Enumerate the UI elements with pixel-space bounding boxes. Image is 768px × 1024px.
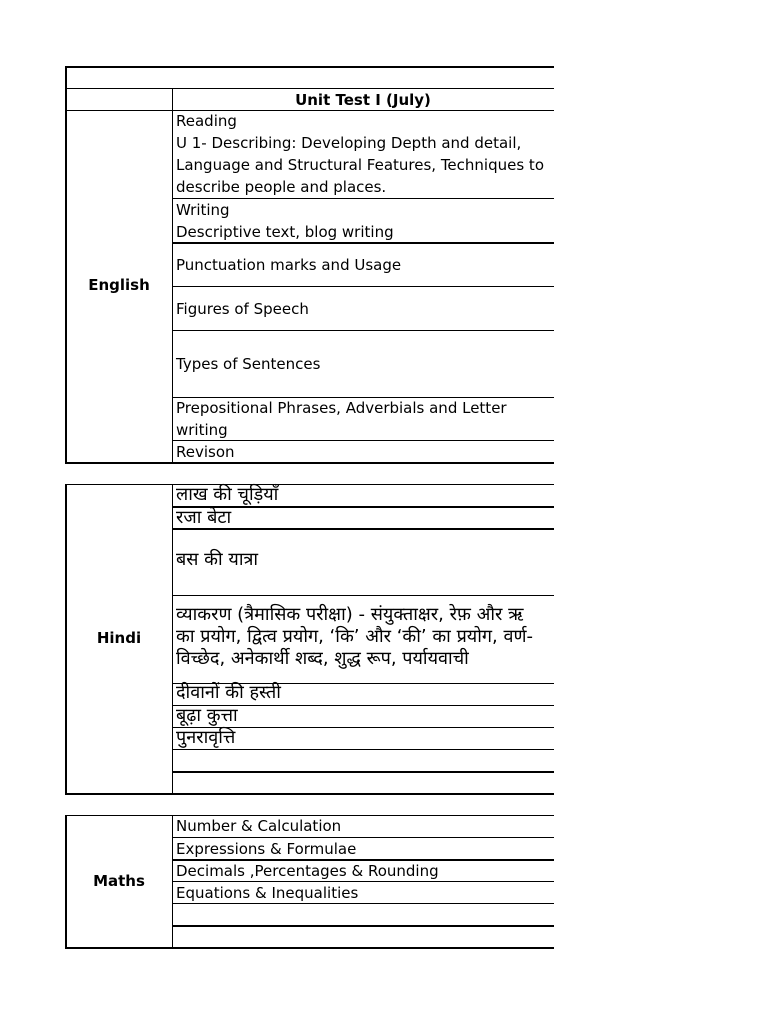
unit-test-header: Unit Test I (July) <box>295 91 431 109</box>
border <box>172 595 554 596</box>
topic-line: Language and Structural Features, Techniques to <box>176 156 544 174</box>
topic-prepositional-phrases <box>176 397 507 441</box>
topic-line: का प्रयोग, द्वित्व प्रयोग, ‘कि’ और ‘की’ का प्रयोग, वर्ण- <box>176 626 534 647</box>
topic-hindi-1: लाख की चूड़ियाँ <box>176 484 279 505</box>
border <box>65 462 554 464</box>
border <box>65 484 554 485</box>
border <box>65 66 67 464</box>
subject-hindi: Hindi <box>96 629 142 647</box>
topic-maths-2: Expressions & Formulae <box>176 840 357 858</box>
topic-line: describe people and places. <box>176 178 387 196</box>
topic-line: व्याकरण (त्रैमासिक परीक्षा) - संयुक्ताक्षर, रेफ़ और ऋ <box>176 604 524 625</box>
border <box>172 330 554 331</box>
topic-hindi-2: रजा बेटा <box>176 507 232 528</box>
border <box>65 66 554 68</box>
border <box>65 793 554 795</box>
border <box>172 925 554 927</box>
topic-types-of-sentences: Types of Sentences <box>176 355 321 373</box>
topic-line: Reading <box>176 112 237 130</box>
topic-line: Descriptive text, blog writing <box>176 223 394 241</box>
topic-line: Prepositional Phrases, Adverbials and Letter <box>176 399 507 417</box>
border <box>65 110 172 111</box>
topic-hindi-4: दीवानों की हस्ती <box>176 682 281 703</box>
topic-line: विच्छेद, अनेकार्थी शब्द, शुद्ध रूप, पर्यायवाची <box>176 648 469 669</box>
subject-english: English <box>88 276 150 294</box>
topic-writing <box>176 199 394 243</box>
topic-hindi-6: पुनरावृत्ति <box>176 727 236 748</box>
topic-line: Writing <box>176 201 230 219</box>
topic-maths-3: Decimals ,Percentages & Rounding <box>176 862 439 880</box>
topic-punctuation: Punctuation marks and Usage <box>176 256 402 274</box>
border <box>172 749 554 750</box>
border <box>172 815 173 949</box>
border <box>172 88 173 464</box>
border <box>172 771 554 773</box>
subject-maths: Maths <box>93 872 145 890</box>
topic-figures-of-speech: Figures of Speech <box>176 300 309 318</box>
border <box>172 286 554 287</box>
topic-reading <box>176 110 544 198</box>
topic-hindi-3: बस की यात्रा <box>176 549 259 570</box>
topic-line: writing <box>176 421 228 439</box>
topic-hindi-5: बूढ़ा कुत्ता <box>176 705 238 726</box>
topic-maths-1: Number & Calculation <box>176 817 342 835</box>
topic-line: U 1- Describing: Developing Depth and detail, <box>176 134 522 152</box>
topic-maths-4: Equations & Inequalities <box>176 884 359 902</box>
topic-revision: Revison <box>176 443 235 461</box>
topic-hindi-grammar <box>176 604 533 670</box>
border <box>65 947 554 949</box>
